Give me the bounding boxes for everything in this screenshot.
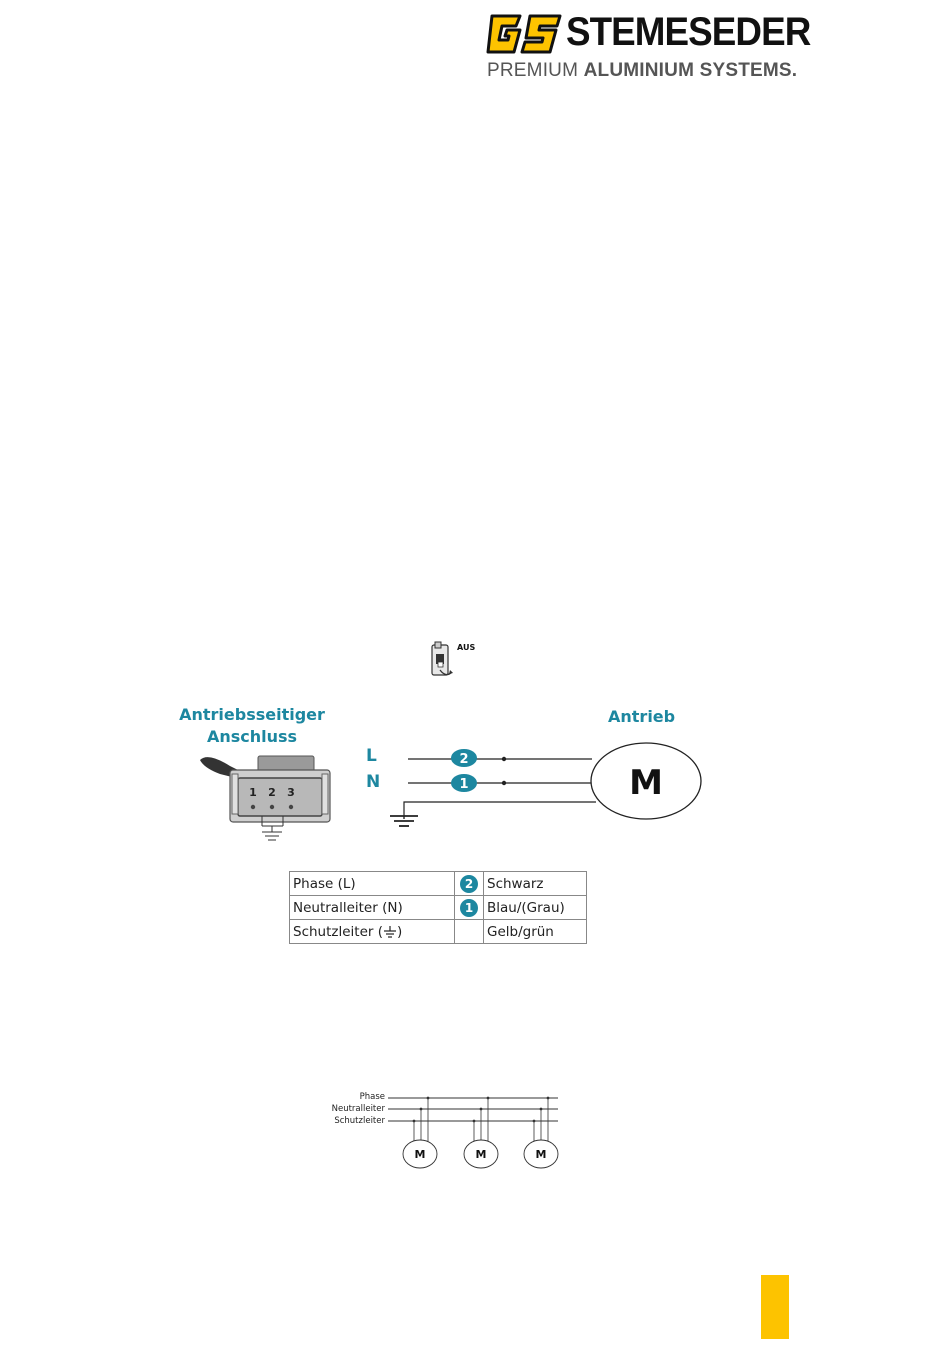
gs-logo-icon: [486, 12, 566, 56]
junction-N: [502, 781, 506, 785]
multi-motor-diagram: [320, 1090, 570, 1175]
motor-3-label: M: [535, 1148, 547, 1161]
tagline-prefix: PREMIUM: [487, 60, 579, 81]
bus-label-phase: Phase: [359, 1092, 385, 1102]
page-tab-marker: [761, 1275, 789, 1339]
breaker-label: AUS: [457, 643, 476, 652]
color-cell: Blau/(Grau): [484, 896, 587, 920]
brand-name: STEMESEDER: [566, 10, 811, 54]
conductor-cell: Phase (L): [290, 872, 455, 896]
ground-symbol: [390, 816, 418, 826]
conductor-cell: [290, 920, 455, 944]
pin-1-label: 1: [249, 786, 257, 799]
badge-N: [451, 774, 477, 792]
connector-plug-image: [200, 756, 330, 840]
bus-label-neutral: Neutralleiter: [331, 1104, 385, 1114]
badge-N-number: 1: [459, 777, 469, 792]
brand-tagline: [487, 60, 797, 82]
conductor-cell: Neutralleiter (N): [290, 896, 455, 920]
tagline-bold: ALUMINIUM SYSTEMS.: [583, 60, 798, 81]
table-row: [290, 896, 587, 920]
connector-title-line2: Anschluss: [206, 727, 298, 746]
motor-2-label: M: [475, 1148, 487, 1161]
bus-label-protective: Schutzleiter: [334, 1116, 385, 1126]
label-neutral-N: N: [366, 772, 381, 792]
earth-icon: [383, 925, 397, 939]
drive-title: Antrieb: [608, 707, 676, 726]
motor-1-label: M: [414, 1148, 426, 1161]
color-cell: Gelb/grün: [484, 920, 587, 944]
wiring-diagram: [160, 740, 720, 860]
color-cell: Schwarz: [484, 872, 587, 896]
wire-PE: [404, 802, 596, 819]
label-phase-L: L: [366, 746, 377, 766]
connector-title-line1: Antriebsseitiger: [179, 705, 325, 724]
conductor-prefix: Schutzleiter (: [293, 923, 383, 940]
table-row: [290, 872, 587, 896]
pin-2-label: 2: [268, 786, 276, 799]
table-badge-2: 2: [460, 875, 478, 893]
motor-label: M: [629, 763, 663, 803]
table-badge-1: 1: [460, 899, 478, 917]
wire-color-table: [289, 871, 587, 944]
pin-3-label: 3: [287, 786, 295, 799]
badge-cell: [455, 872, 484, 896]
badge-cell: [455, 920, 484, 944]
badge-L-number: 2: [459, 752, 469, 767]
conductor-suffix: ): [397, 923, 403, 940]
badge-L: [451, 749, 477, 767]
table-row: [290, 920, 587, 944]
junction-L: [502, 757, 506, 761]
badge-cell: [455, 896, 484, 920]
